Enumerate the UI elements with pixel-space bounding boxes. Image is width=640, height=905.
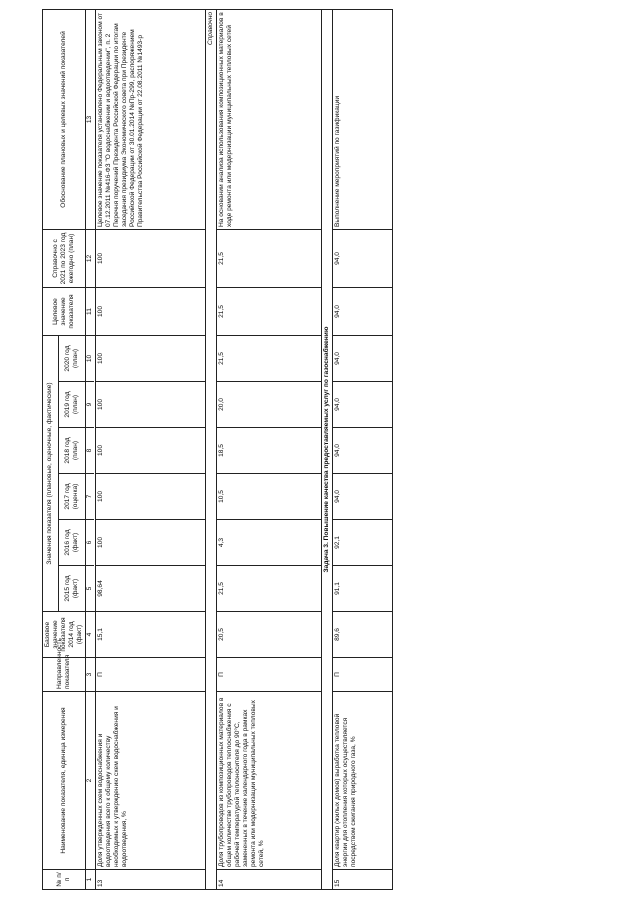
col-num: 4 bbox=[86, 612, 96, 658]
row-2018: 100 bbox=[96, 428, 206, 474]
subheading-row bbox=[206, 10, 217, 890]
col-num: 13 bbox=[86, 10, 96, 230]
section-row bbox=[322, 10, 333, 890]
rotated-table-sheet bbox=[42, 10, 407, 890]
row-base: 20,5 bbox=[217, 612, 322, 658]
row-2015: 21,5 bbox=[217, 566, 322, 612]
row-2019: 94,0 bbox=[333, 382, 393, 428]
header-values-group: Значения показателя (плановые, оценочные, фактические) bbox=[43, 336, 59, 612]
row-2020: 21,5 bbox=[217, 336, 322, 382]
row-2015: 98,64 bbox=[96, 566, 206, 612]
col-num: 3 bbox=[86, 658, 96, 692]
col-num: 12 bbox=[86, 230, 96, 288]
row-direction: П bbox=[333, 658, 393, 692]
row-name: Доля квартир (жилых домов) выработка тепловой энергии для отопления которых осуществляется посредством сжигания природного газа, % bbox=[333, 692, 393, 870]
header-2015: 2015 год (факт) bbox=[58, 566, 85, 612]
row-target: 21,5 bbox=[217, 288, 322, 336]
header-row-1 bbox=[43, 10, 59, 890]
header-2016: 2016 год (факт) bbox=[58, 520, 85, 566]
row-ref: 94,0 bbox=[333, 230, 393, 288]
header-direction: Направленность показателя bbox=[43, 658, 86, 692]
row-ref: 21,5 bbox=[217, 230, 322, 288]
row-2020: 100 bbox=[96, 336, 206, 382]
subheading: Справочно bbox=[206, 10, 217, 890]
row-2016: 100 bbox=[96, 520, 206, 566]
header-2017: 2017 год (оценка) bbox=[58, 474, 85, 520]
col-num: 9 bbox=[86, 381, 94, 427]
col-num: 5 bbox=[86, 565, 94, 611]
row-2017: 10,5 bbox=[217, 474, 322, 520]
row-name: Доля трубопроводов из композиционных материалов в общем количестве трубопроводов теплоснабжения с рабочей температурой теплоносителя до 90°С, замененных в течение календарного года в рамках ремонта или модернизации муниципальных тепловых сетей, % bbox=[217, 692, 322, 870]
row-2019: 20,0 bbox=[217, 382, 322, 428]
row-target: 94,0 bbox=[333, 288, 393, 336]
header-no: № п/п bbox=[43, 870, 86, 890]
row-basis: На основании анализа использования композиционных материалов в ходе ремонта или модернизации муниципальных тепловых сетей bbox=[217, 10, 322, 230]
col-num: 6 bbox=[86, 519, 94, 565]
row-name: Доля утвержденных схем водоснабжения и водоотведения всего к общему количеству необходимых к утверждению схем водоснабжения и водоотведения, % bbox=[96, 692, 206, 870]
col-num: 11 bbox=[86, 288, 96, 336]
row-basis: Выполнение мероприятий по газификации bbox=[333, 10, 393, 230]
row-2017: 94,0 bbox=[333, 474, 393, 520]
header-2019: 2019 год (план) bbox=[58, 382, 85, 428]
row-base: 15,1 bbox=[96, 612, 206, 658]
row-basis: Целевое значение показателя установлено Федеральным законом от 07.12.2011 №416-ФЗ "О водоснабжении и водоотведении", п. 2 Перечня поручений Президента Российской Федерации по итогам заседания президиума Экономического совета при Президенте Российской Федерации от 30.01.2014 №Пр-299, распоряжением Правительства Российской Федерации от 22.08.2011 №1493-р bbox=[96, 10, 206, 230]
row-no: 13 bbox=[96, 870, 206, 890]
header-2018: 2018 год (план) bbox=[58, 428, 85, 474]
col-num: 1 bbox=[86, 870, 96, 890]
row-2017: 100 bbox=[96, 474, 206, 520]
col-num-group bbox=[86, 336, 96, 612]
row-no: 15 bbox=[333, 870, 393, 890]
col-num: 7 bbox=[86, 473, 94, 519]
row-2016: 92,1 bbox=[333, 520, 393, 566]
row-2015: 91,1 bbox=[333, 566, 393, 612]
col-num: 10 bbox=[86, 354, 94, 363]
row-2016: 4,3 bbox=[217, 520, 322, 566]
row-2018: 94,0 bbox=[333, 428, 393, 474]
row-2018: 18,5 bbox=[217, 428, 322, 474]
header-ref: Справочно с 2021 по 2023 год ежегодно (план) bbox=[43, 230, 86, 288]
row-direction: П bbox=[217, 658, 322, 692]
header-base: Базовое значение показателя 2014 год (факт) bbox=[43, 612, 86, 658]
table-row bbox=[96, 10, 206, 890]
header-basis: Обоснование плановых и целевых значений показателей bbox=[43, 10, 86, 230]
row-base: 89,6 bbox=[333, 612, 393, 658]
col-num: 8 bbox=[86, 427, 94, 473]
col-num: 2 bbox=[86, 692, 96, 870]
section-title: Задача 3. Повышение качества предоставляемых услуг по газоснабжению bbox=[322, 10, 333, 890]
header-name: Наименование показателя, единица измерения bbox=[43, 692, 86, 870]
table-row bbox=[217, 10, 322, 890]
table-row bbox=[333, 10, 393, 890]
row-no: 14 bbox=[217, 870, 322, 890]
row-2019: 100 bbox=[96, 382, 206, 428]
row-ref: 100 bbox=[96, 230, 206, 288]
header-2020: 2020 год (план) bbox=[58, 336, 85, 382]
row-direction: П bbox=[96, 658, 206, 692]
row-2020: 94,0 bbox=[333, 336, 393, 382]
header-target: Целевое значение показателя bbox=[43, 288, 86, 336]
indicators-table bbox=[42, 9, 393, 890]
row-target: 100 bbox=[96, 288, 206, 336]
column-number-row bbox=[86, 10, 96, 890]
